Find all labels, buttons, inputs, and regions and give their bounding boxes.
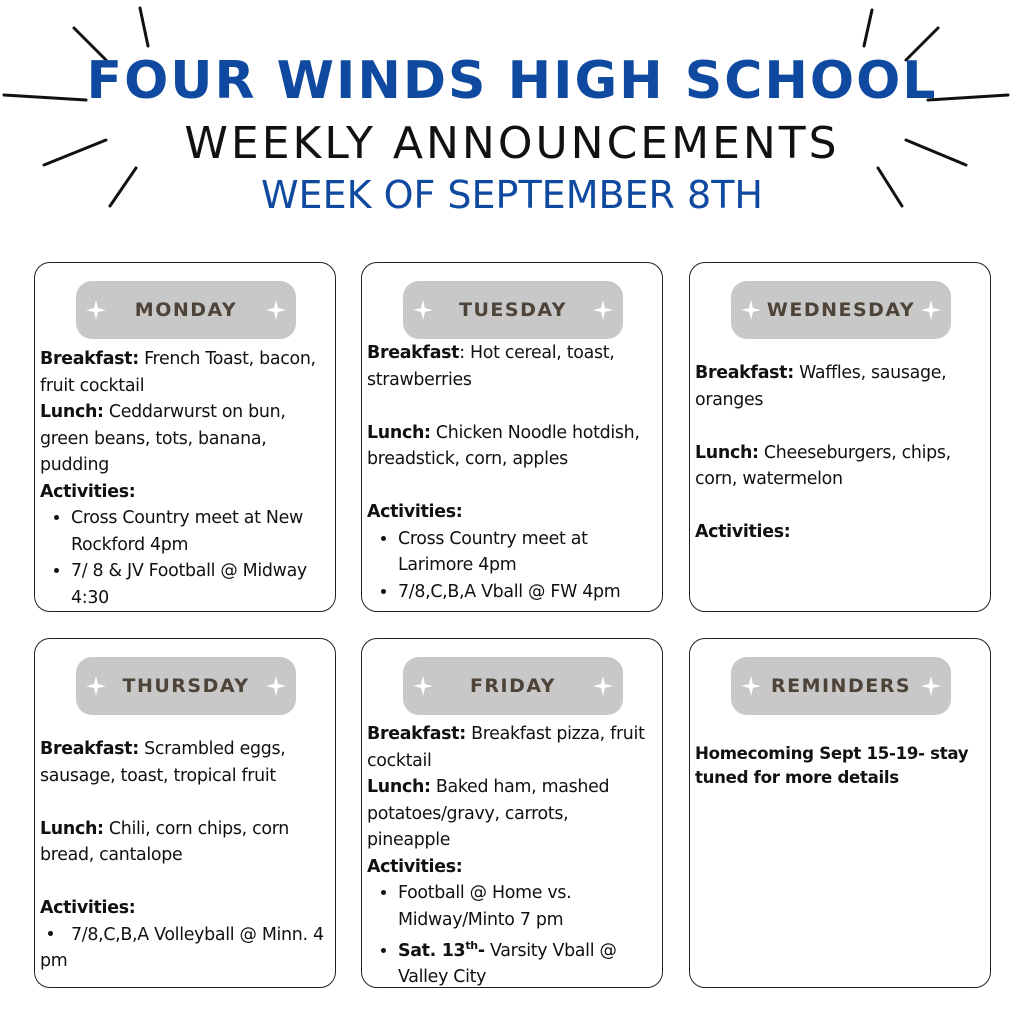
tuesday-lunch-text: Chicken Noodle hotdish, breadstick, corn, apples [367,422,640,469]
thursday-lunch-text: Chili, corn chips, corn bread, cantalope [40,818,289,865]
thursday-content [40,736,329,975]
saturday-dash: - [477,940,485,961]
friday-content [367,721,656,991]
breakfast-label: Breakfast: [40,739,139,759]
thursday-breakfast-text: Scrambled eggs, sausage, toast, tropical fruit [40,739,286,786]
friday-breakfast [367,721,656,774]
day-pill-thursday [76,657,296,715]
activities-label: Activities: [40,898,136,918]
lunch-label: Lunch: [367,422,431,443]
day-label-friday: FRIDAY [469,675,557,697]
breakfast-label: Breakfast: [40,349,139,369]
day-pill-friday [403,657,623,715]
wednesday-lunch-text: Cheeseburgers, chips, corn, watermelon [695,442,951,489]
lunch-label: Lunch: [695,442,759,463]
week-of-title: WEEK OF SEPTEMBER 8TH [260,173,763,217]
activities-label: Activities: [40,481,136,502]
list-item: • 7/8,C,B,A Vball @ FW 4pm [398,579,656,606]
card-reminders [689,638,991,988]
sparkle-icon [593,676,613,696]
reminders-pill [731,657,951,715]
thursday-activities-list [40,922,329,975]
lunch-label: Lunch: [40,402,104,422]
saturday-text: Varsity Vball @ Valley City [398,940,617,988]
card-thursday [34,638,336,988]
day-pill-monday [76,281,296,339]
day-label-thursday: THURSDAY [122,675,250,697]
school-title: FOUR WINDS HIGH SCHOOL [86,51,938,111]
day-pill-wednesday [731,281,951,339]
sparkle-icon [921,676,941,696]
lunch-label: Lunch: [40,818,104,839]
monday-breakfast [40,346,329,399]
activities-label: Activities: [367,856,463,877]
tuesday-breakfast-text: : Hot cereal, toast, strawberries [367,343,615,390]
day-label-tuesday: TUESDAY [459,299,567,321]
thursday-lunch [40,816,329,869]
sparkle-icon [741,300,761,320]
friday-breakfast-text: Breakfast pizza, fruit cocktail [367,724,645,771]
friday-activities-list [367,880,656,991]
breakfast-label: Breakfast: [695,363,794,383]
day-label-wednesday: WEDNESDAY [766,299,916,321]
activities-label: Activities: [695,522,791,542]
tuesday-lunch [367,420,656,473]
friday-lunch-text: Baked ham, mashed potatoes/gravy, carrots, pineapple [367,777,610,850]
card-wednesday [689,262,991,612]
saturday-suffix: th [465,939,478,952]
card-tuesday [361,262,663,612]
list-item: • 7/ 8 & JV Football @ Midway 4:30 [71,558,329,611]
sparkle-icon [86,300,106,320]
day-label-monday: MONDAY [134,299,238,321]
breakfast-label: Breakfast [367,343,460,363]
sparkle-icon [266,676,286,696]
sparkle-icon [413,300,433,320]
sparkle-icon [266,300,286,320]
wednesday-content [695,360,984,546]
weekly-announcements-title: WEEKLY ANNOUNCEMENTS [184,118,840,169]
sparkle-icon [741,676,761,696]
monday-activities-list [40,505,329,611]
thursday-breakfast [40,736,329,789]
monday-content [40,346,329,611]
list-item: • 7/8,C,B,A Volleyball @ Minn. 4 pm [40,924,324,971]
sparkle-icon [413,676,433,696]
monday-lunch-text: Ceddarwurst on bun, green beans, tots, banana, pudding [40,402,286,475]
wednesday-breakfast [695,360,984,413]
card-friday [361,638,663,988]
wednesday-lunch [695,440,984,493]
lunch-label: Lunch: [367,777,431,797]
friday-lunch [367,774,656,854]
card-monday [34,262,336,612]
reminders-text: Homecoming Sept 15-19- stay tuned for more details [695,744,969,787]
tuesday-content [367,340,656,605]
sparkle-icon [86,676,106,696]
reminders-label: REMINDERS [770,675,912,697]
monday-lunch [40,399,329,479]
saturday-label: Sat. 13 [398,940,466,961]
list-item: • Football @ Home vs. Midway/Minto 7 pm [398,880,656,933]
list-item: • Cross Country meet at Larimore 4pm [398,526,656,579]
tuesday-activities-list [367,526,656,606]
thursday-activity-text: 7/8,C,B,A Volleyball @ Minn. 4 pm [40,924,324,971]
breakfast-label: Breakfast: [367,724,466,744]
activities-label: Activities: [367,502,463,522]
wednesday-breakfast-text: Waffles, sausage, oranges [695,363,947,410]
list-item [398,933,656,991]
monday-breakfast-text: French Toast, bacon, fruit cocktail [40,349,316,396]
day-pill-tuesday [403,281,623,339]
tuesday-breakfast [367,340,656,393]
list-item: • Cross Country meet at New Rockford 4pm [71,505,329,558]
sparkle-icon [593,300,613,320]
sparkle-icon [921,300,941,320]
